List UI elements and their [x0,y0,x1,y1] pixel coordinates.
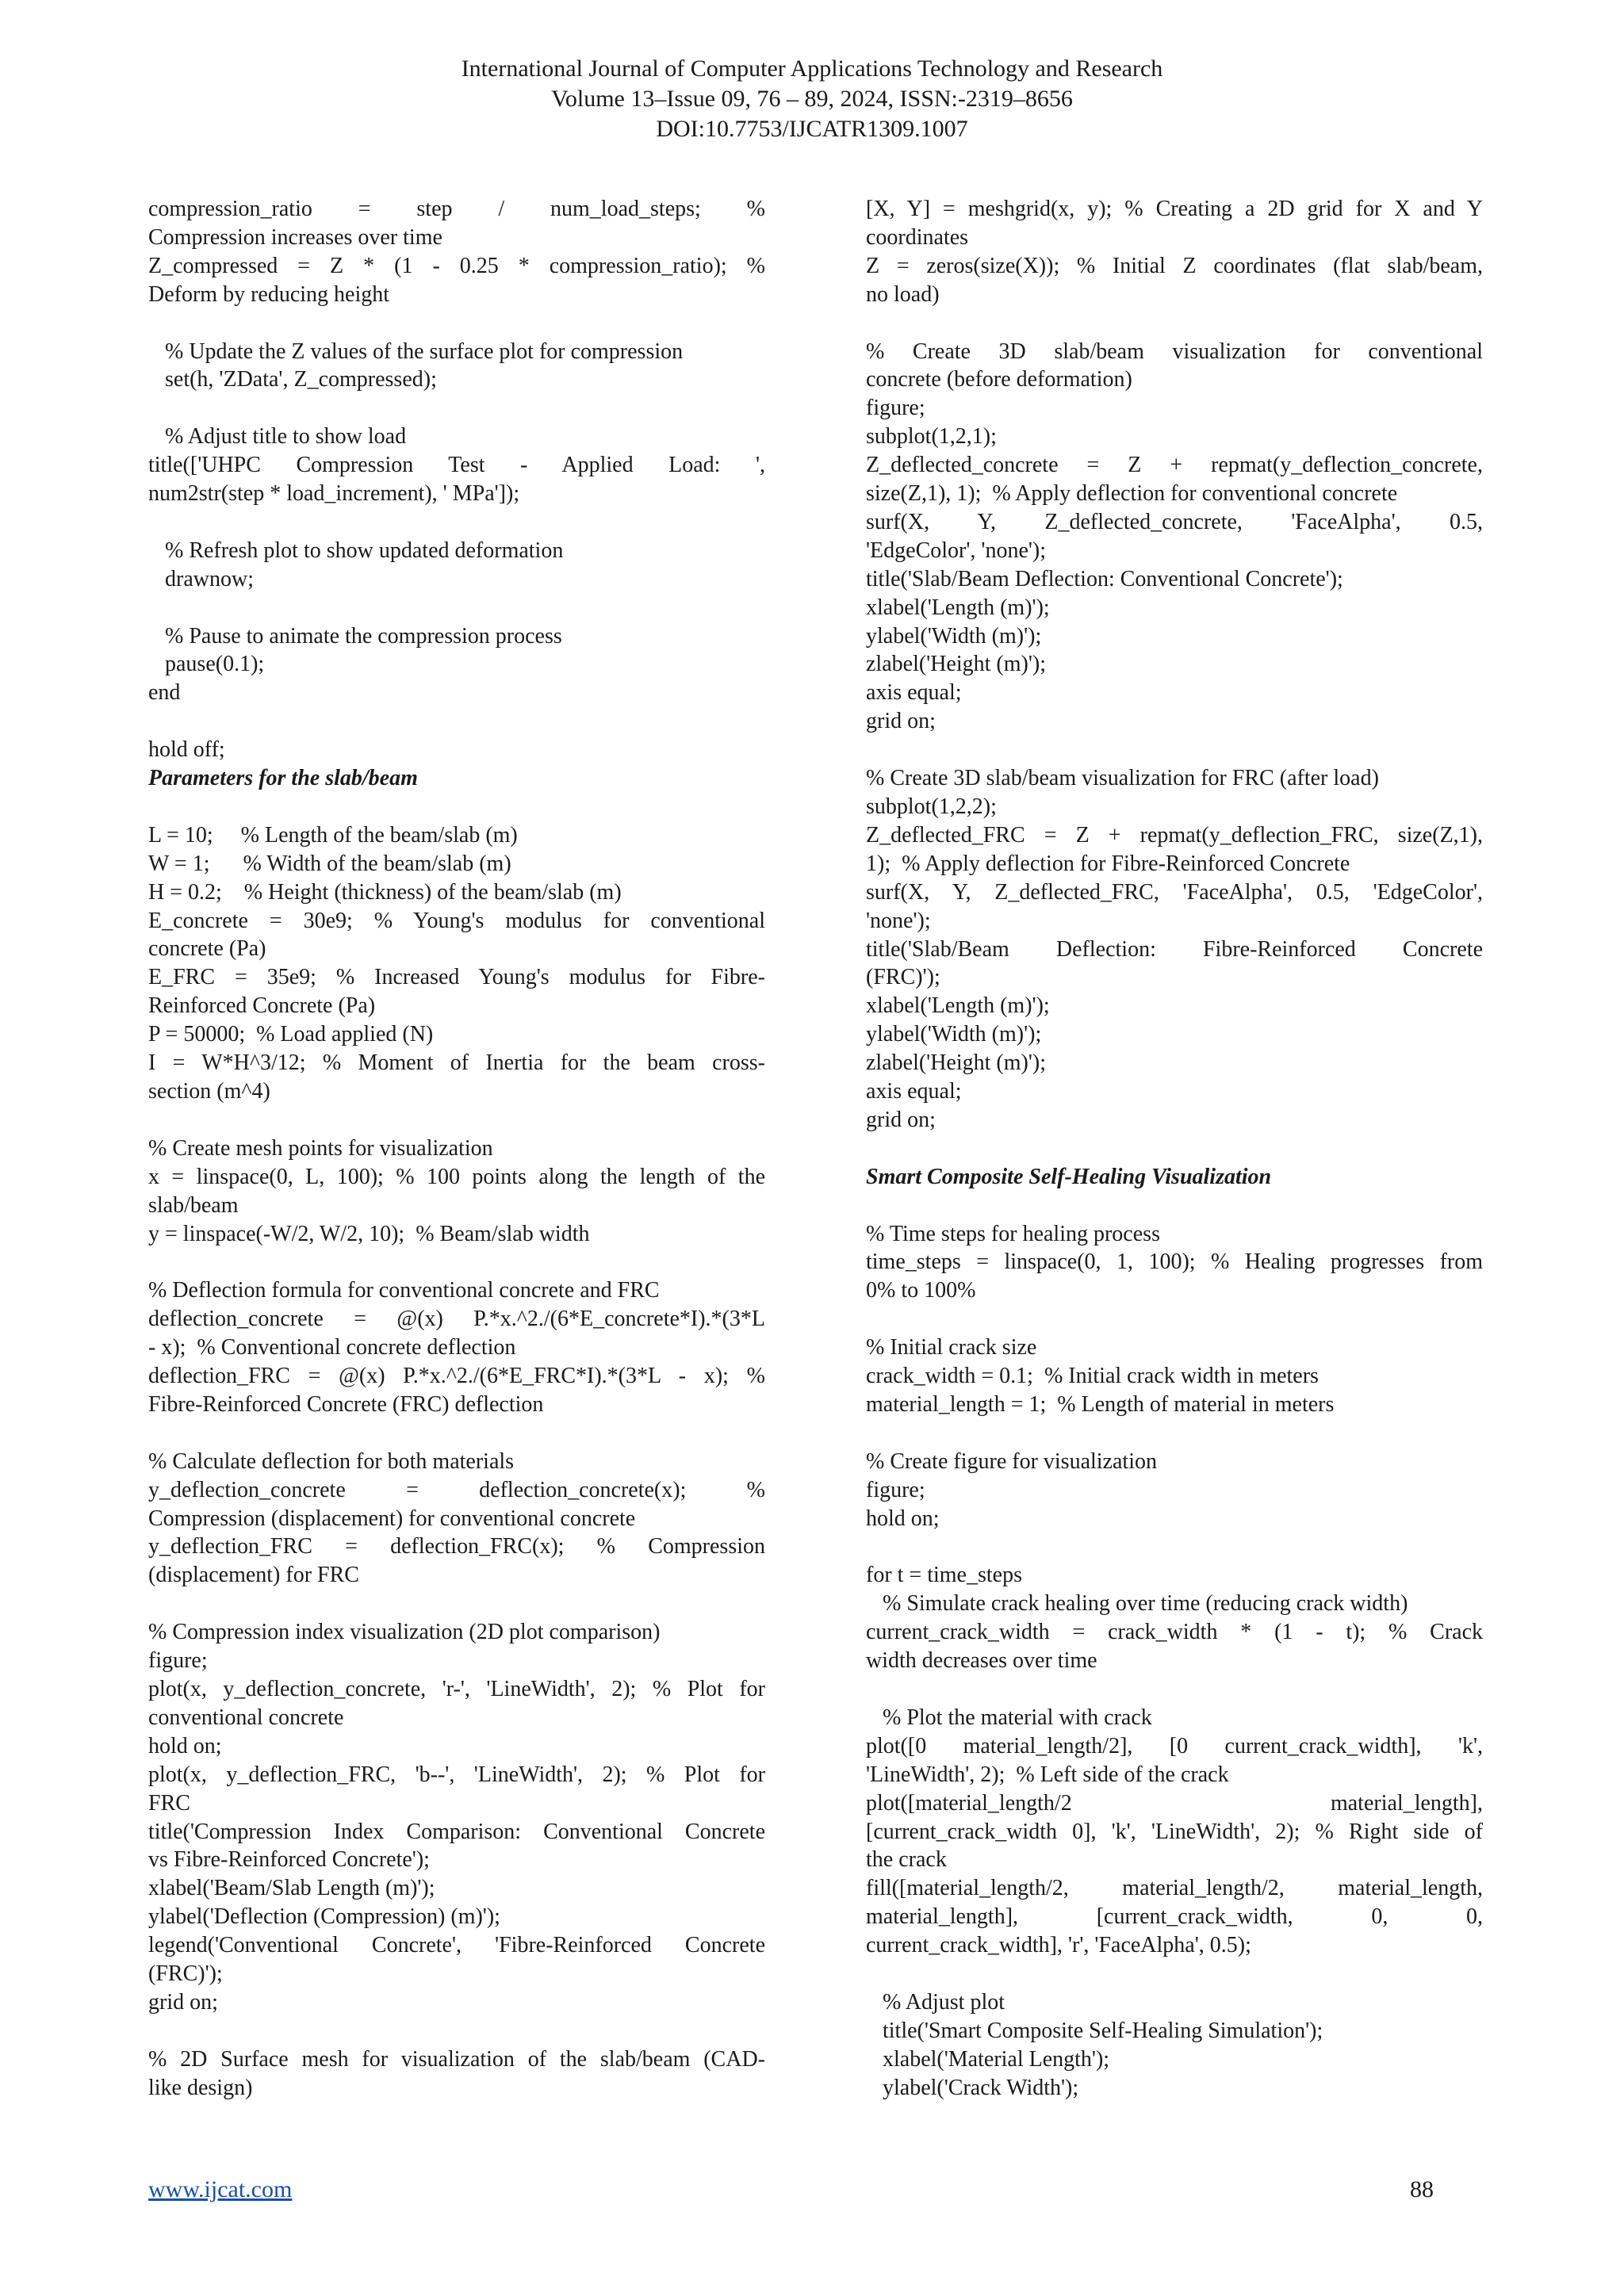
code-line: y_deflection_FRC = deflection_FRC(x); % Compression [148,1534,765,1559]
code-line: deflection_FRC = @(x) P.*x.^2./(6*E_FRC*I).*(3*L - x); % [148,1364,765,1389]
code-line: xlabel('Beam/Slab Length (m)'); [148,1876,435,1901]
code-line: conventional concrete [148,1705,344,1730]
left-column [148,195,765,2103]
code-line: [current_crack_width 0], 'k', 'LineWidth', 2); % Right side of [866,1819,1483,1844]
code-line: Deform by reducing height [148,281,390,307]
code-line: % Initial crack size [866,1335,1037,1360]
code-line: ylabel('Width (m)'); [866,1022,1042,1047]
code-line: surf(X, Y, Z_deflected_FRC, 'FaceAlpha', 0.5, 'EdgeColor', [866,879,1483,905]
code-line: I = W*H^3/12; % Moment of Inertia for the beam cross- [148,1050,765,1076]
blank-line [866,1533,1483,1562]
code-line: % Update the Z values of the surface plot for compression [148,339,684,364]
code-line: Z_deflected_concrete = Z + repmat(y_deflection_concrete, [866,453,1483,478]
code-line: axis equal; [866,680,962,706]
blank-line [866,1960,1483,1988]
blank-line [148,1106,765,1135]
blank-line [866,1135,1483,1163]
code-line: subplot(1,2,2); [866,794,997,819]
code-line: title('Smart Composite Self-Healing Simulation'); [866,2018,1323,2043]
code-line: subplot(1,2,1); [866,424,997,450]
code-line: % Plot the material with crack [866,1705,1152,1730]
code-line: E_FRC = 35e9; % Increased Young's modulus for Fibre- [148,965,765,990]
code-line: xlabel('Length (m)'); [866,993,1050,1019]
code-line: (displacement) for FRC [148,1563,359,1588]
code-line: title(['UHPC Compression Test - Applied Load: ', [148,453,765,478]
code-line: % Compression index visualization (2D plot comparison) [148,1620,661,1645]
code-line: axis equal; [866,1079,962,1104]
blank-line [148,594,765,622]
code-line: slab/beam [148,1192,239,1218]
code-line: compression_ratio = step / num_load_steps; % [148,197,765,221]
page-number: 88 [1410,2176,1434,2202]
code-line: % Deflection formula for conventional concrete and FRC [148,1278,660,1303]
code-line: y = linspace(-W/2, W/2, 10); % Beam/slab width [148,1221,590,1246]
code-line: L = 10; % Length of the beam/slab (m) [148,822,518,848]
code-line: [X, Y] = meshgrid(x, y); % Creating a 2D grid for X and Y [866,197,1483,221]
code-line: plot(x, y_deflection_concrete, 'r-', 'LineWidth', 2); % Plot for [148,1676,765,1701]
code-line: % Create figure for visualization [866,1448,1157,1474]
code-line: zlabel('Height (m)'); [866,652,1046,677]
code-line: surf(X, Y, Z_deflected_concrete, 'FaceAlpha', 0.5, [866,509,1483,534]
code-line: % Adjust title to show load [148,424,407,450]
code-line: W = 1; % Width of the beam/slab (m) [148,851,511,876]
code-line: like design) [148,2075,253,2100]
code-line: - x); % Conventional concrete deflection [148,1335,516,1360]
code-line: end [148,680,181,706]
blank-line [148,2017,765,2045]
section-heading: Smart Composite Self-Healing Visualization [866,1164,1272,1189]
code-line: Compression increases over time [148,224,442,250]
blank-line [148,1419,765,1448]
code-line: pause(0.1); [148,652,265,677]
journal-website-link[interactable]: www.ijcat.com [148,2176,293,2202]
code-line: % Create 3D slab/beam visualization for FRC (after load) [866,766,1379,791]
code-line: grid on; [148,1989,218,2015]
code-line: % Adjust plot [866,1989,1005,2015]
code-line: % Calculate deflection for both materials [148,1448,515,1474]
code-line: for t = time_steps [866,1563,1022,1588]
code-line: Reinforced Concrete (Pa) [148,993,376,1019]
code-line: H = 0.2; % Height (thickness) of the beam/slab (m) [148,879,622,905]
blank-line [148,1248,765,1276]
code-line: y_deflection_concrete = deflection_concrete(x); % [148,1477,765,1502]
code-line: figure; [866,1477,925,1502]
code-line: Fibre-Reinforced Concrete (FRC) deflection [148,1391,544,1417]
blank-line [866,309,1483,338]
code-line: P = 50000; % Load applied (N) [148,1022,434,1047]
code-line: % Refresh plot to show updated deformation [148,538,564,563]
journal-volume: Volume 13–Issue 09, 76 – 89, 2024, ISSN:-2319–8656 [551,86,1073,112]
blank-line [866,1305,1483,1334]
code-line: hold on; [148,1733,222,1758]
code-line: 1); % Apply deflection for Fibre-Reinforced Concrete [866,851,1350,876]
blank-line [866,736,1483,764]
code-line: grid on; [866,1107,936,1132]
code-line: hold on; [866,1506,940,1531]
code-line: 'none'); [866,908,931,933]
code-line: title('Slab/Beam Deflection: Conventional Concrete'); [866,566,1343,591]
code-line: deflection_concrete = @(x) P.*x.^2./(6*E_concrete*I).*(3*L [148,1307,765,1332]
code-line: 'EdgeColor', 'none'); [866,538,1047,563]
code-line: (FRC)'); [866,965,940,990]
code-line: plot([0 material_length/2], [0 current_crack_width], 'k', [866,1733,1483,1758]
code-line: E_concrete = 30e9; % Young's modulus for conventional [148,908,765,933]
blank-line [148,793,765,821]
code-line: fill([material_length/2, material_length/2, material_length, [866,1876,1483,1901]
code-line: legend('Conventional Concrete', 'Fibre-Reinforced Concrete [148,1933,765,1958]
code-line: FRC [148,1790,190,1816]
code-line: title('Slab/Beam Deflection: Fibre-Reinforced Concrete [866,936,1483,962]
code-line: current_crack_width], 'r', 'FaceAlpha', 0.5); [866,1933,1251,1958]
code-line: Z = zeros(size(X)); % Initial Z coordinates (flat slab/beam, [866,253,1483,278]
code-line: concrete (Pa) [148,936,266,962]
code-line: title('Compression Index Comparison: Conventional Concrete [148,1819,765,1844]
code-line: Z_deflected_FRC = Z + repmat(y_deflection_FRC, size(Z,1), [866,822,1483,848]
code-line: ylabel('Crack Width'); [866,2075,1079,2100]
code-line: plot(x, y_deflection_FRC, 'b--', 'LineWidth', 2); % Plot for [148,1762,765,1787]
code-line: % Create 3D slab/beam visualization for conventional [866,339,1483,364]
journal-doi: DOI:10.7753/IJCATR1309.1007 [656,116,968,142]
code-line: set(h, 'ZData', Z_compressed); [148,367,437,392]
blank-line [148,309,765,338]
code-line: drawnow; [148,566,254,591]
code-line: current_crack_width = crack_width * (1 - t); % Crack [866,1620,1483,1645]
code-line: xlabel('Length (m)'); [866,595,1050,620]
code-line: % Time steps for healing process [866,1221,1160,1246]
code-line: concrete (before deformation) [866,367,1132,392]
code-line: no load) [866,281,940,307]
blank-line [866,1675,1483,1704]
code-line: % 2D Surface mesh for visualization of the slab/beam (CAD- [148,2046,765,2072]
blank-line [866,1192,1483,1220]
code-line: section (m^4) [148,1079,270,1104]
code-line: time_steps = linspace(0, 1, 100); % Healing progresses from [866,1249,1483,1275]
code-line: (FRC)'); [148,1961,223,1987]
blank-line [148,508,765,537]
code-line: 'LineWidth', 2); % Left side of the crack [866,1762,1229,1787]
code-line: crack_width = 0.1; % Initial crack width in meters [866,1364,1319,1389]
code-line: coordinates [866,224,969,250]
code-line: % Simulate crack healing over time (reducing crack width) [866,1591,1408,1617]
code-line: num2str(step * load_increment), ' MPa']); [148,481,520,507]
code-line: width decreases over time [866,1648,1097,1674]
code-line: Compression (displacement) for conventional concrete [148,1506,636,1531]
code-line: zlabel('Height (m)'); [866,1050,1046,1076]
right-column [866,195,1483,2103]
code-line: Z_compressed = Z * (1 - 0.25 * compression_ratio); % [148,253,765,278]
code-line: 0% to 100% [866,1278,976,1303]
code-line: ylabel('Deflection (Compression) (m)'); [148,1904,500,1930]
code-line: size(Z,1), 1); % Apply deflection for conventional concrete [866,481,1398,507]
code-line: % Pause to animate the compression process [148,623,562,649]
code-line: ylabel('Width (m)'); [866,623,1042,649]
code-line: figure; [148,1648,208,1674]
blank-line [148,707,765,736]
code-line: xlabel('Material Length'); [866,2046,1110,2072]
code-line: x = linspace(0, L, 100); % 100 points along the length of the [148,1164,765,1189]
blank-line [148,394,765,423]
code-line: material_length = 1; % Length of material in meters [866,1391,1335,1417]
code-line: the crack [866,1847,947,1873]
section-heading: Parameters for the slab/beam [148,766,418,791]
code-line: plot([material_length/2 material_length], [866,1790,1483,1816]
journal-header [0,54,1624,144]
code-line: vs Fibre-Reinforced Concrete'); [148,1847,430,1873]
blank-line [866,1419,1483,1448]
code-line: % Create mesh points for visualization [148,1135,493,1161]
code-line: grid on; [866,709,936,734]
journal-title: International Journal of Computer Applications Technology and Research [461,55,1163,82]
blank-line [148,1590,765,1618]
code-line: material_length], [current_crack_width, 0, 0, [866,1904,1483,1930]
code-line: hold off; [148,737,225,763]
code-line: figure; [866,396,925,421]
